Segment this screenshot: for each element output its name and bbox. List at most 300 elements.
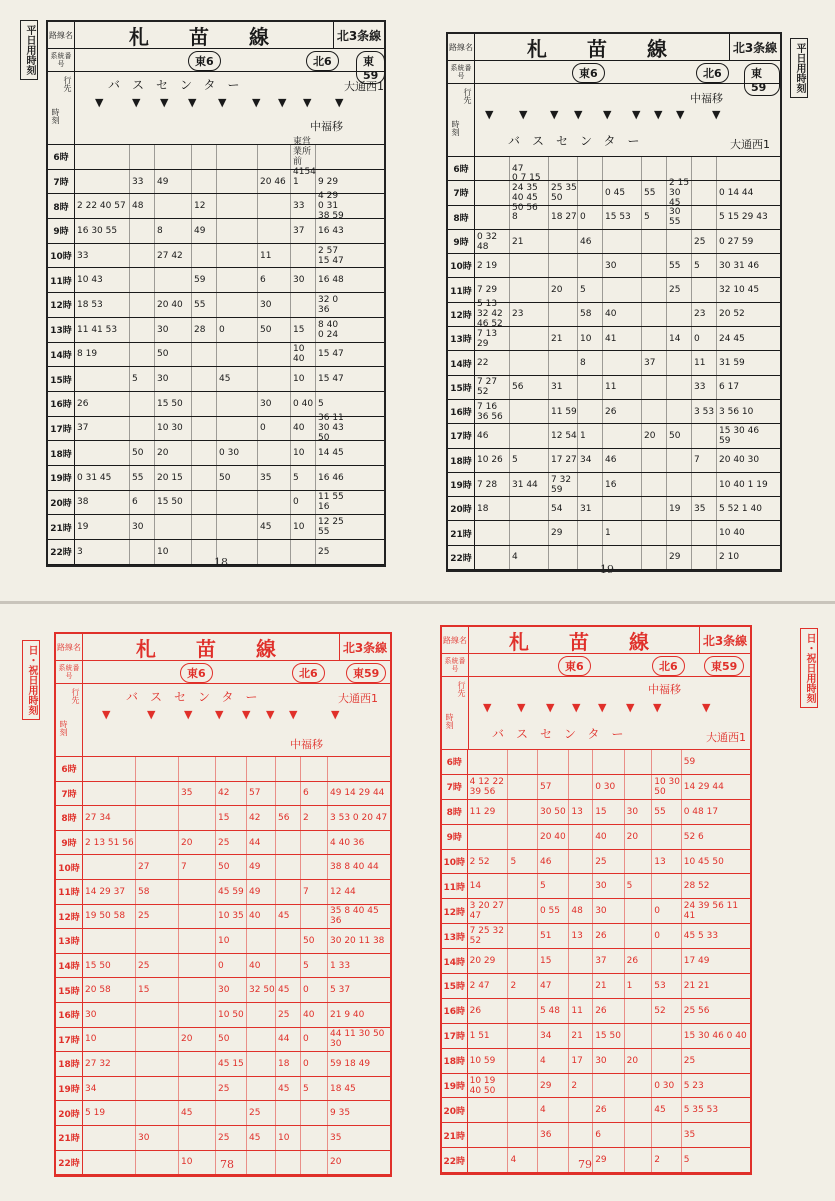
time-label: 時刻 [51,108,60,124]
departure-cell: 45 [276,978,301,1002]
departure-cell [179,806,216,830]
timetable-row [448,172,780,213]
departure-cell [510,521,549,544]
departure-cell [179,929,216,953]
departure-cell: 21 [569,1024,593,1048]
departure-cell: 0 [652,899,682,923]
departure-cell [510,400,549,423]
departure-cell [258,194,291,218]
departure-cell [510,327,549,350]
departure-cell [192,170,217,194]
departure-cell [130,392,155,416]
departure-cell [75,170,130,194]
timetable-row [442,1074,750,1099]
departure-cell: 9 35 [330,1108,351,1119]
holiday-side-label: 日・祝日用時刻 [22,640,40,720]
direction-arrow-icon: ▼ [632,108,641,121]
timetable-row [48,491,384,516]
departure-cell: 21 9 40 [330,1009,365,1020]
departure-cell: 15 50 [155,392,192,416]
destination-nakafukui: 中福移 [290,738,323,751]
departure-cell: 50 [130,441,155,465]
departure-cell [75,441,130,465]
departure-cell: 11 [258,244,291,268]
departure-cell: 4 [508,1148,538,1172]
hour-cell: 11時 [48,268,75,292]
departure-cell: 59 [683,756,696,767]
departure-cell [625,775,653,799]
departure-cell: 50 [216,855,247,879]
timetable-row [56,806,390,831]
departure-cell: 30 [625,800,653,824]
departure-cell [667,376,692,399]
departure-cell: 0 32 48 [475,230,510,253]
route-badge-k6: 北6 [652,656,685,676]
departure-cell: 0 7 15 24 35 40 45 50 56 [510,181,549,204]
direction-arrow-icon: ▼ [188,96,197,109]
departure-cell [717,157,769,180]
departure-cell: 9 29 [318,176,339,187]
departure-cell: 49 [155,170,192,194]
route-badge-k6: 北6 [292,663,325,683]
route-badge-e6: 東6 [558,656,591,676]
departure-cell: 3 [75,540,130,564]
departure-cell: 7 16 36 56 [475,400,510,423]
departure-cell: 31 [549,376,578,399]
departure-cell [667,157,692,180]
departure-cell: 38 [75,491,130,515]
departure-cell: 0 31 45 [75,466,130,490]
departure-cell [538,1148,569,1172]
departure-cell: 東営業所前 4154 [293,136,316,177]
timetable-row [56,1151,390,1176]
departure-cell: 48 [130,194,155,218]
destination-row [442,677,750,750]
departure-cell [192,417,217,441]
departure-cell [216,1101,247,1125]
departure-cell: 7 [692,449,717,472]
departure-cell: 10 40 [291,343,316,367]
departure-cell [276,757,301,781]
destination-bus-center: バスセンター [508,134,652,148]
departure-cell [130,540,155,564]
departure-cell [217,268,258,292]
direction-arrow-icon: ▼ [519,108,528,121]
departure-cell: 25 35 50 [551,182,577,203]
departure-cell [569,1123,593,1147]
departure-cell [569,974,593,998]
departure-cell: 26 [593,999,624,1023]
direction-arrow-icon: ▼ [603,108,612,121]
departure-cell: 51 [538,924,569,948]
hour-cell: 12時 [56,905,83,929]
dest-time-label [56,684,83,756]
departure-cell: 21 [510,230,549,253]
departure-cell: 50 [216,1028,247,1052]
line-name-label: 路線名 [448,34,475,60]
timetable-header [48,22,384,49]
departure-cell [130,343,155,367]
departure-cell: 10 50 [216,1003,247,1027]
destination-odori: 大通西1 [706,731,746,744]
departure-cell [276,1151,301,1175]
departure-cell [155,268,192,292]
departure-cell: 27 32 [83,1052,136,1076]
departure-cell: 15 [136,978,179,1002]
departure-cell [569,874,593,898]
departure-cell [642,157,667,180]
departure-cell [136,1077,179,1101]
departure-cell: 29 [593,1148,624,1172]
departure-cell [569,775,593,799]
departure-cell: 55 [642,181,667,204]
departure-cell [179,1052,216,1076]
departure-cell [155,515,192,539]
departure-cell: 38 8 40 44 [330,862,379,873]
departure-cell [652,750,682,774]
hour-cell: 8時 [48,194,75,218]
departure-cell [179,880,216,904]
page18-timetable [46,20,386,567]
departure-cell: 35 [683,1130,696,1141]
system-number-row [448,61,780,94]
timetable-row [442,775,750,800]
destination-row [48,72,384,145]
hour-cell: 15時 [448,376,475,399]
departure-cell: 21 [549,327,578,350]
hour-cell: 13時 [56,929,83,953]
alt-line-name: 北3条線 [333,22,384,48]
departure-cell: 15 [291,318,316,342]
route-badge-e6: 東6 [180,663,213,683]
timetable-row [56,1003,390,1028]
departure-cell: 28 [192,318,217,342]
departure-cell: 44 [276,1028,301,1052]
departure-cell: 5 35 53 [683,1105,719,1116]
departure-cell: 50 [258,318,291,342]
timetable-row [56,905,390,930]
alt-line-name: 北3条線 [339,634,390,660]
departure-cell: 20 [642,424,667,447]
hour-cell: 21時 [448,521,475,544]
departure-cell: 10 30 50 [654,776,680,797]
departure-cell [192,392,217,416]
departure-cell: 18 [276,1052,301,1076]
departure-cell: 0 [301,978,328,1002]
timetable-row [48,191,384,222]
departure-cell: 0 [217,318,258,342]
departure-cell: 3 53 0 20 47 [330,812,388,823]
direction-arrow-icon: ▼ [147,708,156,721]
departure-cell: 16 43 [318,225,344,236]
departure-cell: 0 45 [603,181,642,204]
departure-cell: 40 [247,905,276,929]
direction-arrow-icon: ▼ [702,701,711,714]
hour-cell: 12時 [48,293,75,317]
direction-arrow-icon: ▼ [483,701,492,714]
direction-arrow-icon: ▼ [266,708,275,721]
departure-cell: 5 37 [330,985,351,996]
departure-cell [692,157,717,180]
timetable-row [448,473,780,497]
departure-cell: 15 47 [318,349,344,360]
hour-cell: 10時 [442,850,468,874]
departure-cell: 25 [593,850,624,874]
departure-cell [667,473,692,496]
page-number-79: 79 [578,1158,592,1171]
departure-cell: 41 [603,327,642,350]
hour-cell: 6時 [56,757,83,781]
departure-cell: 25 [136,905,179,929]
departure-cell [625,1074,653,1098]
departure-cell [692,521,717,544]
destination-nakafukui: 中福移 [648,683,681,696]
system-number-row [48,49,384,82]
departure-cell [192,491,217,515]
departure-cell: 30 [136,1126,179,1150]
page79-timetable [440,625,752,1175]
departure-cell [642,400,667,423]
departure-cell [217,219,258,243]
departure-cell: 5 [538,874,569,898]
departure-cell: 20 40 [155,293,192,317]
direction-arrow-icon: ▼ [598,701,607,714]
departure-cell [642,278,667,301]
hour-cell: 22時 [442,1148,468,1172]
weekday-side-label-19: 平日用時刻 [790,38,808,98]
line-title: 札 苗 線 [527,36,677,61]
timetable-row [442,899,750,924]
departure-cell: 7 27 52 [475,376,510,399]
departure-cell [291,540,316,564]
departure-cell: 47 [510,157,549,180]
departure-cell: 30 [155,318,192,342]
departure-cell: 25 [136,954,179,978]
departure-cell: 2 13 51 56 [83,831,136,855]
departure-cell [217,343,258,367]
departure-cell [667,230,692,253]
departure-cell [130,219,155,243]
departure-cell: 26 [468,999,509,1023]
hour-cell: 19時 [56,1077,83,1101]
departure-cell [83,929,136,953]
departure-cell [625,850,653,874]
departure-cell [83,1151,136,1175]
departure-cell [468,1123,509,1147]
departure-cell [136,757,179,781]
departure-cell: 5 48 [538,999,569,1023]
departure-cell [247,1151,276,1175]
departure-cell [508,949,538,973]
timetable-row [56,978,390,1003]
departure-cell [247,1052,276,1076]
departure-cell: 45 [276,905,301,929]
departure-cell: 10 [291,441,316,465]
departure-cell: 16 30 55 [75,219,130,243]
departure-cell [217,244,258,268]
hour-cell: 16時 [448,400,475,423]
departure-cell [136,1052,179,1076]
departure-cell [692,424,717,447]
departure-cell: 50 [217,466,258,490]
timetable-row [442,825,750,850]
departure-cell [217,392,258,416]
departure-cell [179,1126,216,1150]
hour-cell: 9時 [48,219,75,243]
departure-cell: 20 40 30 [719,455,760,466]
departure-cell [258,343,291,367]
departure-cell: 29 [667,546,692,569]
departure-cell [652,1049,682,1073]
departure-cell: 20 [625,1049,653,1073]
timetable-row [442,949,750,974]
line-name-label: 路線名 [442,627,469,653]
departure-cell [217,293,258,317]
hour-cell: 13時 [448,327,475,350]
departure-cell: 27 [136,855,179,879]
departure-cell: 10 30 [155,417,192,441]
departure-cell [217,417,258,441]
departure-cell: 45 [247,1126,276,1150]
destination-bus-center: バスセンター [126,690,270,704]
departure-cell: 37 [642,351,667,374]
departure-cell [549,254,578,277]
departure-cell: 0 14 44 [719,187,754,198]
departure-cell [578,254,603,277]
hour-cell: 15時 [48,367,75,391]
direction-arrow-icon: ▼ [572,701,581,714]
departure-cell: 0 [652,924,682,948]
departure-cell: 2 [569,1074,593,1098]
destination-label: 行先 [63,76,72,92]
hour-cell: 18時 [442,1049,468,1073]
departure-cell [475,157,510,180]
departure-cell: 57 [247,782,276,806]
departure-cell: 50 [301,929,328,953]
system-number-label: 系統番号 [442,654,469,676]
direction-arrow-icon: ▼ [303,96,312,109]
timetable-row [48,413,384,444]
departure-cell: 55 [667,254,692,277]
departure-cell: 0 [578,206,603,229]
direction-arrow-icon: ▼ [278,96,287,109]
departure-cell [475,181,510,204]
departure-cell [667,400,692,423]
departure-cell [136,831,179,855]
departure-cell: 30 [258,392,291,416]
hour-cell: 15時 [56,978,83,1002]
route-badge-e59: 東59 [346,663,386,683]
departure-cell: 17 [569,1049,593,1073]
departure-cell: 2 19 [475,254,510,277]
departure-cell [508,1074,538,1098]
departure-cell: 40 [593,825,624,849]
departure-cell [192,145,217,169]
departure-cell: 5 [508,850,538,874]
departure-cell: 5 [683,1155,690,1166]
timetable-row [48,367,384,392]
departure-cell [258,491,291,515]
departure-cell: 7 [179,855,216,879]
departure-cell: 58 [578,303,603,326]
departure-cell: 0 30 [217,441,258,465]
departure-cell: 6 [258,268,291,292]
departure-cell: 30 20 11 38 [330,935,385,946]
hour-cell: 8時 [448,206,475,229]
departure-cell: 6 17 [719,382,740,393]
departure-cell [667,449,692,472]
hour-cell: 20時 [48,491,75,515]
departure-cell: 11 [692,351,717,374]
route-badge-e59: 東59 [704,656,744,676]
departure-cell [247,1077,276,1101]
departure-cell [593,750,624,774]
departure-cell: 7 29 [475,278,510,301]
destination-nakafukui: 中福移 [310,120,343,133]
line-title: 札 苗 線 [509,629,659,654]
departure-cell: 1 [603,521,642,544]
timetable-row [442,1049,750,1074]
dest-time-label [442,677,469,749]
departure-cell: 15 47 [318,374,344,385]
hour-cell: 14時 [56,954,83,978]
departure-cell: 22 [475,351,510,374]
direction-arrow-icon: ▼ [712,108,721,121]
departure-cell: 25 [683,1055,696,1066]
timetable-row [442,800,750,825]
departure-cell [217,194,258,218]
system-number-row [442,654,750,677]
timetable-row [48,318,384,343]
departure-cell: 44 11 30 50 30 [330,1029,385,1050]
departure-cell: 0 [258,417,291,441]
departure-cell: 32 50 [247,978,276,1002]
departure-cell: 17 49 [683,956,710,967]
departure-cell: 0 [301,1052,328,1076]
departure-cell [625,999,653,1023]
departure-cell: 15 30 46 59 [719,425,760,446]
departure-cell [130,244,155,268]
holiday-side-label-79: 日・祝日用時刻 [800,628,818,708]
route-badge-e6: 東6 [572,63,605,83]
departure-cell [578,181,603,204]
departure-cell [549,351,578,374]
departure-cell: 40 [301,1003,328,1027]
departure-cell [603,351,642,374]
departure-cell: 2 [301,806,328,830]
departure-cell: 8 [155,219,192,243]
departure-cell: 33 [130,170,155,194]
timetable-row [448,254,780,278]
alt-line-name: 北3条線 [699,627,750,653]
departure-cell: 5 [625,874,653,898]
departure-cell: 14 [667,327,692,350]
departure-cell [508,1123,538,1147]
departure-cell [642,521,667,544]
timetable-row [56,1052,390,1077]
time-label: 時刻 [451,120,460,136]
departure-cell: 55 [192,293,217,317]
departure-cell: 10 26 [475,449,510,472]
departure-cell: 18 [475,497,510,520]
departure-cell [692,181,717,204]
departure-cell [667,521,692,544]
departure-cell [603,278,642,301]
departure-cell [192,540,217,564]
departure-cell: 5 [318,398,324,409]
departure-cell [692,546,717,569]
departure-cell: 0 [301,1028,328,1052]
